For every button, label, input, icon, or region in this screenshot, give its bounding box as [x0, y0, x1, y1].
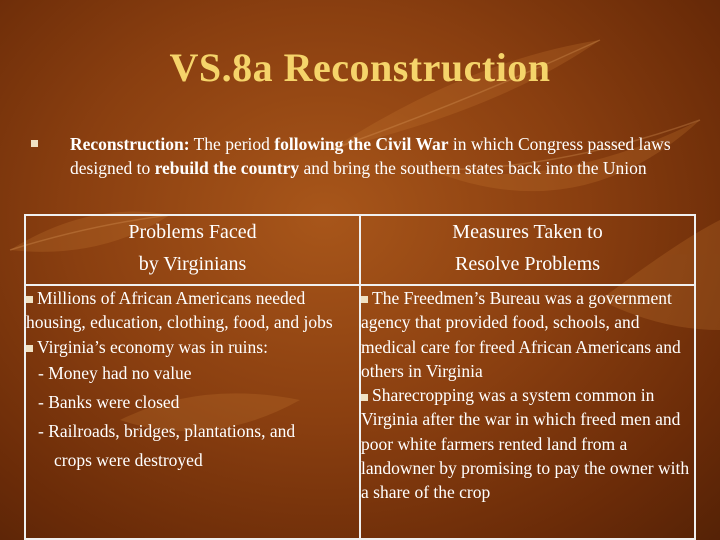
- bullet-icon: [31, 140, 38, 147]
- measures-cell: [360, 285, 695, 539]
- measures-header-line2: Resolve Problems: [455, 253, 600, 275]
- problem-item-1-text: Millions of African Americans needed housing, education, clothing, food, and jobs: [26, 288, 333, 333]
- problem-subitem-3: - Railroads, bridges, plantations, and: [38, 420, 296, 441]
- problems-cell: [25, 285, 360, 539]
- problems-header-line1: Problems Faced: [128, 221, 257, 243]
- problem-item-1: [26, 286, 359, 335]
- intro-label: Reconstruction:: [70, 134, 190, 154]
- measure-item-2-text: Sharecropping was a system common in Virginia after the war in which freed men and poor white farmers rented land from a landowner by promising to pay the owner with a share of the crop: [361, 385, 690, 503]
- bullet-icon: [26, 345, 33, 352]
- problem-subitem-1: - Money had no value: [38, 362, 192, 383]
- problem-subitem-2: - Banks were closed: [38, 391, 180, 412]
- bullet-icon: [361, 394, 368, 401]
- measure-item-2: [361, 383, 694, 504]
- problem-item-2: [26, 335, 359, 359]
- intro-paragraph: [70, 132, 700, 180]
- intro-text-3: and bring the southern states back into the Union: [299, 158, 647, 178]
- measures-header-line1: Measures Taken to: [452, 221, 603, 243]
- intro-text-2: in which Congress passed laws designed to: [70, 134, 671, 178]
- measures-header: [360, 215, 695, 285]
- bullet-icon: [361, 296, 368, 303]
- measure-item-1-text: The Freedmen’s Bureau was a government agency that provided food, schools, and medical care for freed African Americans and others in Virginia: [361, 288, 681, 381]
- measure-item-1: [361, 286, 694, 383]
- bullet-icon: [26, 296, 33, 303]
- problem-item-2-text: Virginia’s economy was in ruins:: [37, 336, 268, 357]
- intro-text-1: The period: [189, 134, 275, 154]
- intro-bold-1: following the Civil War: [274, 134, 449, 154]
- slide-title: VS.8a Reconstruction: [169, 45, 551, 90]
- problems-header-line2: by Virginians: [138, 253, 247, 275]
- intro-bold-2: rebuild the country: [154, 158, 300, 178]
- problem-subitem-3-continued: crops were destroyed: [54, 449, 203, 470]
- problems-header: [25, 215, 360, 285]
- problems-measures-table: [24, 214, 696, 540]
